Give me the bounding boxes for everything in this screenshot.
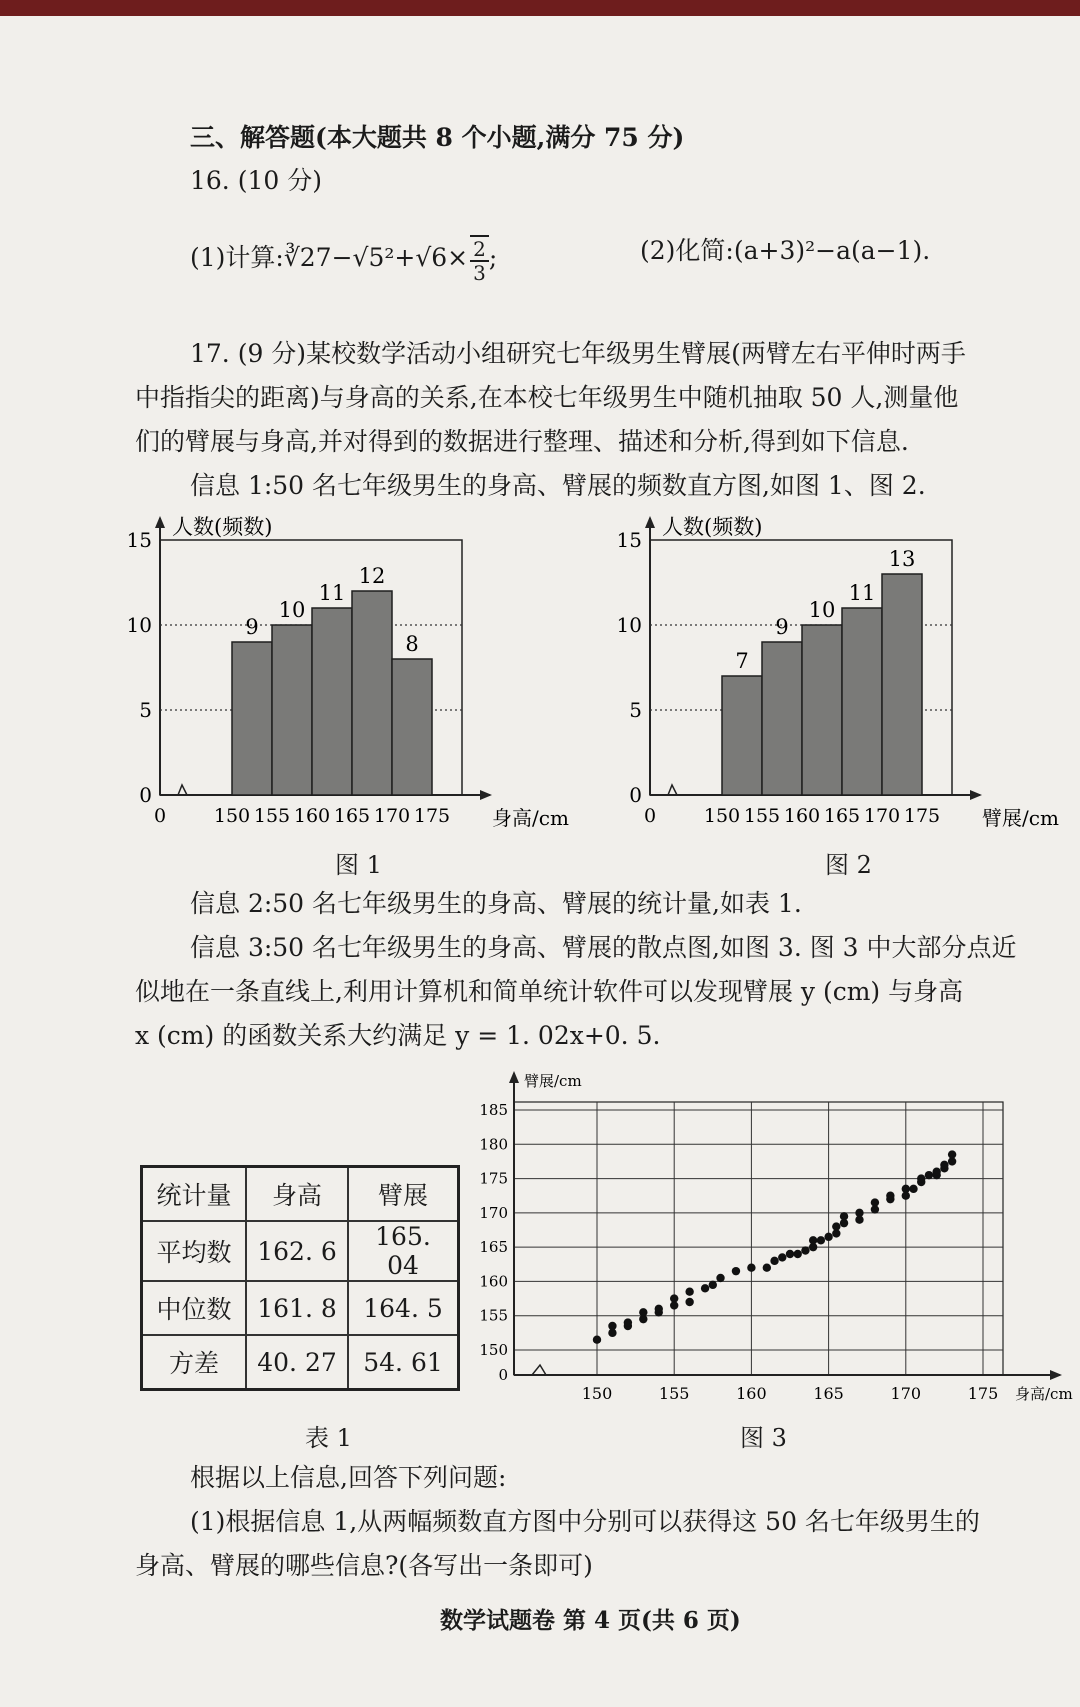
scatter-point bbox=[655, 1305, 663, 1313]
x-tick-label: 165 bbox=[813, 1384, 844, 1403]
x-tick-label: 165 bbox=[333, 805, 371, 827]
scatter-point bbox=[593, 1336, 601, 1344]
q17-sub1-line-1: (1)根据信息 1,从两幅频数直方图中分别可以获得这 50 名七年级男生的 bbox=[190, 1507, 980, 1536]
q17-info3-line-2: 似地在一条直线上,利用计算机和简单统计软件可以发现臂展 y (cm) 与身高 bbox=[135, 977, 964, 1006]
y-tick-label: 165 bbox=[479, 1238, 508, 1257]
x-tick-label: 150 bbox=[581, 1384, 613, 1403]
scatter-point bbox=[809, 1236, 817, 1244]
chart-frame bbox=[514, 1102, 1003, 1375]
q17-info1: 信息 1:50 名七年级男生的身高、臂展的频数直方图,如图 1、图 2. bbox=[190, 471, 926, 500]
scatter-chart bbox=[470, 1065, 1075, 1410]
origin-label: 0 bbox=[498, 1366, 508, 1384]
axis-break bbox=[178, 785, 187, 795]
x-tick-label: 170 bbox=[373, 805, 411, 827]
scatter-point bbox=[886, 1192, 894, 1200]
table-row bbox=[142, 1335, 459, 1390]
x-axis-arrow bbox=[1050, 1370, 1062, 1380]
x-tick-label: 155 bbox=[658, 1384, 690, 1403]
table-cell: 54. 61 bbox=[348, 1335, 459, 1390]
histogram-bar bbox=[802, 625, 842, 795]
y-tick-label: 0 bbox=[629, 783, 642, 807]
q16-part2: (2)化简:(a+3)²−a(a−1). bbox=[640, 236, 931, 265]
q17-sub1-line-2: 身高、臂展的哪些信息?(各写出一条即可) bbox=[135, 1551, 593, 1580]
scatter-point bbox=[932, 1168, 940, 1176]
scatter-point bbox=[801, 1246, 809, 1254]
scatter-point bbox=[794, 1250, 802, 1258]
x-tick-label: 155 bbox=[253, 805, 291, 827]
scatter-point bbox=[709, 1281, 717, 1289]
table-header-cell: 统计量 bbox=[142, 1167, 247, 1222]
scatter-point bbox=[855, 1209, 863, 1217]
scatter-point bbox=[732, 1267, 740, 1275]
q17-info3-line-3: x (cm) 的函数关系大约满足 y = 1. 02x+0. 5. bbox=[135, 1021, 661, 1050]
scatter-point bbox=[747, 1264, 755, 1272]
bar-value-label: 7 bbox=[735, 649, 749, 673]
x-tick-label: 150 bbox=[703, 805, 741, 827]
scatter-point bbox=[902, 1185, 910, 1193]
histogram-bar bbox=[352, 591, 392, 795]
bar-value-label: 13 bbox=[888, 547, 916, 571]
x-axis-arrow bbox=[480, 790, 492, 800]
y-axis-label: 人数(频数) bbox=[662, 515, 763, 539]
histogram-bar bbox=[762, 642, 802, 795]
scatter-point bbox=[701, 1284, 709, 1292]
table-cell: 40. 27 bbox=[246, 1335, 348, 1390]
y-axis-arrow bbox=[509, 1071, 519, 1083]
table-header-row bbox=[142, 1167, 459, 1222]
x-tick-label: 170 bbox=[863, 805, 901, 827]
table-cell: 165. 04 bbox=[348, 1221, 459, 1281]
scatter-point bbox=[824, 1233, 832, 1241]
table-cell: 方差 bbox=[142, 1335, 247, 1390]
x-tick-label: 165 bbox=[823, 805, 861, 827]
q16-part1 bbox=[190, 235, 497, 284]
x-axis-label: 臂展/cm bbox=[982, 806, 1059, 830]
table-row bbox=[142, 1221, 459, 1281]
scatter-point bbox=[624, 1318, 632, 1326]
table-header-cell: 臂展 bbox=[348, 1167, 459, 1222]
histogram-height-chart bbox=[126, 510, 580, 830]
y-tick-label: 150 bbox=[479, 1341, 508, 1359]
table-cell: 164. 5 bbox=[348, 1281, 459, 1335]
y-tick-label: 155 bbox=[479, 1306, 508, 1325]
y-tick-label: 170 bbox=[479, 1203, 508, 1222]
answer-intro: 根据以上信息,回答下列问题: bbox=[190, 1463, 507, 1492]
bar-value-label: 8 bbox=[405, 632, 419, 656]
bar-value-label: 11 bbox=[848, 581, 876, 605]
scatter-point bbox=[770, 1257, 778, 1265]
fig2-caption: 图 2 bbox=[825, 851, 872, 879]
q17-line-1: 17. (9 分)某校数学活动小组研究七年级男生臂展(两臂左右平伸时两手 bbox=[190, 339, 966, 368]
frac-numerator: 2 bbox=[470, 238, 489, 262]
histogram-bar bbox=[882, 574, 922, 795]
y-tick-label: 180 bbox=[479, 1135, 508, 1154]
origin-label: 0 bbox=[153, 805, 167, 827]
q16-header: 16. (10 分) bbox=[190, 166, 322, 195]
y-tick-label: 185 bbox=[479, 1101, 508, 1119]
x-axis-label: 身高/cm bbox=[492, 806, 569, 830]
axis-break bbox=[532, 1365, 546, 1375]
scatter-point bbox=[871, 1198, 879, 1206]
scatter-point bbox=[817, 1236, 825, 1244]
table-cell: 161. 8 bbox=[246, 1281, 348, 1335]
y-tick-label: 175 bbox=[479, 1169, 508, 1188]
y-tick-label: 15 bbox=[616, 528, 642, 552]
fig1-caption: 图 1 bbox=[335, 851, 382, 879]
x-tick-label: 160 bbox=[293, 805, 331, 827]
scatter-point bbox=[685, 1298, 693, 1306]
scatter-point bbox=[778, 1253, 786, 1261]
histogram-bar bbox=[312, 608, 352, 795]
scatter-point bbox=[716, 1274, 724, 1282]
y-axis-label: 人数(频数) bbox=[172, 515, 273, 539]
frac-denominator: 3 bbox=[473, 261, 486, 285]
scatter-point bbox=[670, 1294, 678, 1302]
y-axis-arrow bbox=[155, 516, 165, 528]
x-axis-arrow bbox=[970, 790, 982, 800]
y-axis-label: 臂展/cm bbox=[524, 1072, 582, 1090]
scatter-point bbox=[917, 1174, 925, 1182]
q17-info2: 信息 2:50 名七年级男生的身高、臂展的统计量,如表 1. bbox=[190, 889, 802, 918]
bar-value-label: 9 bbox=[245, 615, 259, 639]
table-header-cell: 身高 bbox=[246, 1167, 348, 1222]
x-tick-label: 170 bbox=[890, 1384, 922, 1403]
q16-part1-fraction bbox=[470, 235, 489, 284]
table-cell: 平均数 bbox=[142, 1221, 247, 1281]
histogram-bar bbox=[392, 659, 432, 795]
y-tick-label: 10 bbox=[126, 613, 152, 637]
histogram-bar bbox=[232, 642, 272, 795]
scatter-point bbox=[832, 1222, 840, 1230]
y-tick-label: 160 bbox=[479, 1272, 508, 1291]
q16-part1-end: ; bbox=[488, 243, 498, 272]
histogram-armspan-chart bbox=[616, 510, 1080, 830]
table1-caption: 表 1 bbox=[305, 1424, 352, 1452]
scatter-point bbox=[639, 1308, 647, 1316]
scatter-point bbox=[948, 1150, 956, 1158]
histogram-bar bbox=[842, 608, 882, 795]
histogram-bar bbox=[272, 625, 312, 795]
scatter-point bbox=[940, 1161, 948, 1169]
y-axis-arrow bbox=[645, 516, 655, 528]
page-footer: 数学试题卷 第 4 页(共 6 页) bbox=[440, 1607, 741, 1634]
bar-value-label: 12 bbox=[358, 564, 386, 588]
y-tick-label: 0 bbox=[139, 783, 152, 807]
x-axis-label: 身高/cm bbox=[1015, 1385, 1073, 1403]
table-cell: 中位数 bbox=[142, 1281, 247, 1335]
q16-part1-label: (1)计算: bbox=[190, 243, 284, 272]
q17-info3-line-1: 信息 3:50 名七年级男生的身高、臂展的散点图,如图 3. 图 3 中大部分点近 bbox=[190, 933, 1017, 962]
x-tick-label: 175 bbox=[903, 805, 941, 827]
histogram-bar bbox=[722, 676, 762, 795]
y-tick-label: 5 bbox=[139, 698, 152, 722]
axis-break bbox=[668, 785, 677, 795]
scatter-point bbox=[840, 1212, 848, 1220]
scatter-point bbox=[909, 1185, 917, 1193]
y-tick-label: 5 bbox=[629, 698, 642, 722]
table-cell: 162. 6 bbox=[246, 1221, 348, 1281]
fig3-caption: 图 3 bbox=[740, 1424, 787, 1452]
table-row bbox=[142, 1281, 459, 1335]
x-tick-label: 175 bbox=[967, 1384, 999, 1403]
bar-value-label: 9 bbox=[775, 615, 789, 639]
scatter-point bbox=[685, 1288, 693, 1296]
x-tick-label: 150 bbox=[213, 805, 251, 827]
origin-label: 0 bbox=[643, 805, 657, 827]
q16-part1-expr: ∛27−√5²+√6× bbox=[283, 243, 469, 272]
scatter-point bbox=[763, 1264, 771, 1272]
scatter-point bbox=[786, 1250, 794, 1258]
section-title: 三、解答题(本大题共 8 个小题,满分 75 分) bbox=[190, 123, 685, 152]
bar-value-label: 11 bbox=[318, 581, 346, 605]
x-tick-label: 175 bbox=[413, 805, 451, 827]
q17-line-2: 中指指尖的距离)与身高的关系,在本校七年级男生中随机抽取 50 人,测量他 bbox=[135, 383, 959, 412]
q17-line-3: 们的臂展与身高,并对得到的数据进行整理、描述和分析,得到如下信息. bbox=[135, 427, 909, 456]
y-tick-label: 10 bbox=[616, 613, 642, 637]
stats-table bbox=[140, 1165, 460, 1391]
y-tick-label: 15 bbox=[126, 528, 152, 552]
bar-value-label: 10 bbox=[808, 598, 836, 622]
scatter-point bbox=[925, 1171, 933, 1179]
x-tick-label: 155 bbox=[743, 805, 781, 827]
bar-value-label: 10 bbox=[278, 598, 306, 622]
scatter-point bbox=[608, 1322, 616, 1330]
x-tick-label: 160 bbox=[736, 1384, 767, 1403]
x-tick-label: 160 bbox=[783, 805, 821, 827]
